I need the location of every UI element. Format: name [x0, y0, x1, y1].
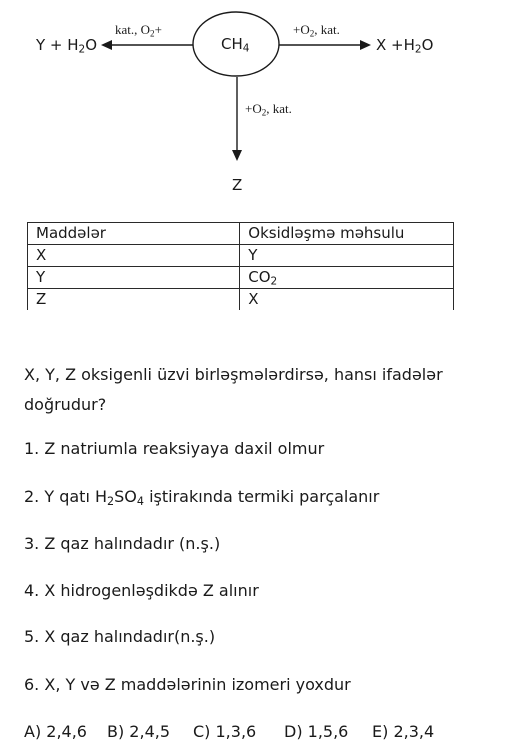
- answer-b[interactable]: B) 2,4,5: [107, 722, 171, 741]
- answer-e[interactable]: E) 2,3,4: [372, 722, 435, 741]
- substance-cell: Y: [28, 267, 240, 289]
- question-line-1: X, Y, Z oksigenli üzvi birləşmələrdirsə, hansı ifadələr: [24, 365, 443, 384]
- answer-c[interactable]: C) 1,3,6: [193, 722, 257, 741]
- substance-cell: X: [28, 245, 240, 267]
- right-condition: $+O_2$, kat.: [293, 22, 340, 39]
- table-row: [28, 289, 454, 311]
- left-product: $Y + H_2O$: [36, 36, 98, 56]
- product-cell: Y: [240, 245, 454, 267]
- down-arrow-head: [232, 150, 242, 161]
- question-text: [24, 360, 443, 420]
- product-cell: X: [240, 289, 454, 311]
- product-cell: $CO_2$: [240, 267, 454, 289]
- statement-5: 5. X qaz halındadır(n.ş.): [24, 627, 216, 646]
- oxidation-table: [27, 222, 454, 310]
- answer-a[interactable]: A) 2,4,6: [24, 722, 87, 741]
- reaction-scheme: [0, 0, 521, 200]
- methane-label: $CH_4$: [221, 35, 250, 55]
- table-row: [28, 267, 454, 289]
- left-condition: kat., $O_2+$: [115, 22, 162, 39]
- answer-d[interactable]: D) 1,5,6: [284, 722, 349, 741]
- right-product: $X +H_2O$: [376, 36, 434, 56]
- statement-4: 4. X hidrogenləşdikdə Z alınır: [24, 581, 259, 600]
- down-condition: $+O_2$, kat.: [245, 101, 292, 118]
- question-line-2: doğrudur?: [24, 395, 107, 414]
- header-substances: Maddələr: [28, 223, 240, 245]
- substance-cell: Z: [28, 289, 240, 311]
- header-oxidation-product: Oksidləşmə məhsulu: [240, 223, 454, 245]
- statement-1: 1. Z natriumla reaksiyaya daxil olmur: [24, 439, 325, 458]
- down-product: Z: [232, 176, 243, 194]
- table-header-row: [28, 223, 454, 245]
- statement-6: 6. X, Y və Z maddələrinin izomeri yoxdur: [24, 675, 351, 694]
- table-row: [28, 245, 454, 267]
- right-arrow-head: [360, 40, 371, 50]
- statement-3: 3. Z qaz halındadır (n.ş.): [24, 534, 221, 553]
- statement-2: 2. Y qatı $H_2SO_4$ iştirakında termiki parçalanır: [24, 487, 380, 508]
- left-arrow-head: [101, 40, 112, 50]
